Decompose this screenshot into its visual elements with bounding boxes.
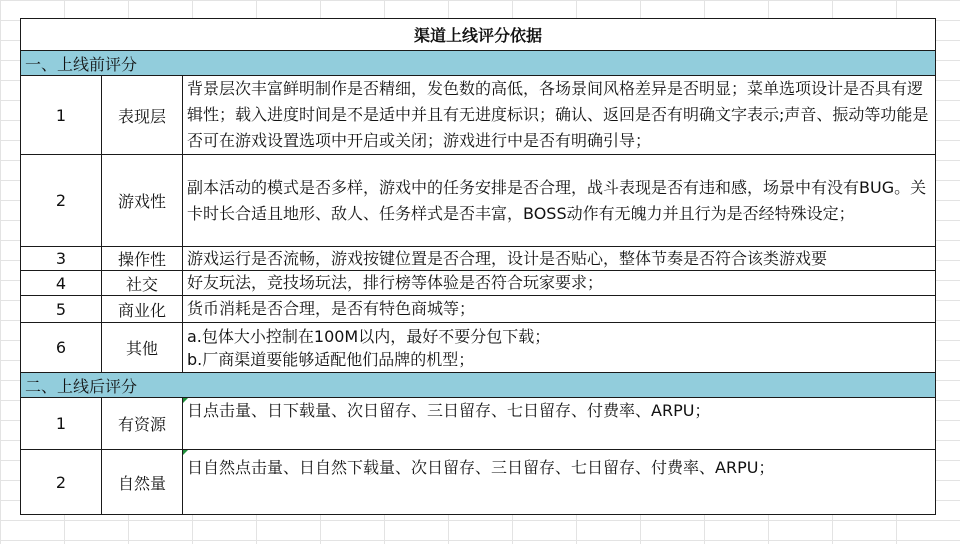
category-cell[interactable]: 游戏性 [102, 155, 183, 247]
comment-indicator-icon [183, 450, 188, 455]
category-cell[interactable]: 操作性 [102, 247, 183, 271]
table-row [21, 271, 936, 296]
description-text: 日自然点击量、日自然下载量、次日留存、三日留存、七日留存、付费率、ARPU； [187, 458, 775, 477]
table-row [21, 155, 936, 247]
table-row [21, 398, 936, 450]
category-cell[interactable]: 表现层 [102, 76, 183, 155]
scoring-table [20, 18, 936, 515]
category-cell[interactable]: 社交 [102, 271, 183, 296]
description-text: 日点击量、日下载量、次日留存、三日留存、七日留存、付费率、ARPU； [187, 401, 711, 420]
row-number-cell[interactable]: 3 [21, 247, 102, 271]
table-row [21, 296, 936, 323]
category-cell[interactable]: 自然量 [102, 450, 183, 515]
table-row [21, 450, 936, 515]
table-title[interactable]: 渠道上线评分依据 [21, 19, 936, 51]
title-row [21, 19, 936, 51]
row-number-cell[interactable]: 2 [21, 450, 102, 515]
description-cell[interactable]: 货币消耗是否合理，是否有特色商城等； [183, 296, 936, 323]
category-cell[interactable]: 商业化 [102, 296, 183, 323]
table-row [21, 323, 936, 373]
description-cell[interactable] [183, 450, 936, 515]
table-row [21, 76, 936, 155]
description-line: b.厂商渠道要能够适配他们品牌的机型； [187, 349, 475, 369]
section-header-post-launch[interactable]: 二、上线后评分 [21, 373, 936, 398]
row-number-cell[interactable]: 2 [21, 155, 102, 247]
row-number-cell[interactable]: 5 [21, 296, 102, 323]
description-cell[interactable] [183, 398, 936, 450]
comment-indicator-icon [183, 398, 188, 403]
description-line: a.包体大小控制在100M以内，最好不要分包下载； [187, 326, 551, 346]
description-cell[interactable]: 背景层次丰富鲜明制作是否精细，发色数的高低，各场景间风格差异是否明显；菜单选项设计是否具有逻辑性；载入进度时间是不是适中并且有无进度标识；确认、返回是否有明确文字表示;声音、振动等功能是否可在游戏设置选项中开启或关闭；游戏进行中是否有明确引导； [183, 76, 936, 155]
category-cell[interactable]: 其他 [102, 323, 183, 373]
row-number-cell[interactable]: 1 [21, 398, 102, 450]
row-number-cell[interactable]: 1 [21, 76, 102, 155]
description-cell[interactable] [183, 323, 936, 373]
category-cell[interactable]: 有资源 [102, 398, 183, 450]
table-row [21, 247, 936, 271]
description-cell[interactable]: 游戏运行是否流畅，游戏按键位置是否合理，设计是否贴心，整体节奏是否符合该类游戏要 [183, 247, 936, 271]
row-number-cell[interactable]: 6 [21, 323, 102, 373]
section-header-row [21, 373, 936, 398]
description-cell[interactable]: 好友玩法，竞技场玩法，排行榜等体验是否符合玩家要求； [183, 271, 936, 296]
section-header-pre-launch[interactable]: 一、上线前评分 [21, 51, 936, 76]
section-header-row [21, 51, 936, 76]
row-number-cell[interactable]: 4 [21, 271, 102, 296]
description-cell[interactable]: 副本活动的模式是否多样，游戏中的任务安排是否合理，战斗表现是否有违和感，场景中有没有BUG。关卡时长合适且地形、敌人、任务样式是否丰富，BOSS动作有无魄力并且行为是否经特殊设定； [183, 155, 936, 247]
